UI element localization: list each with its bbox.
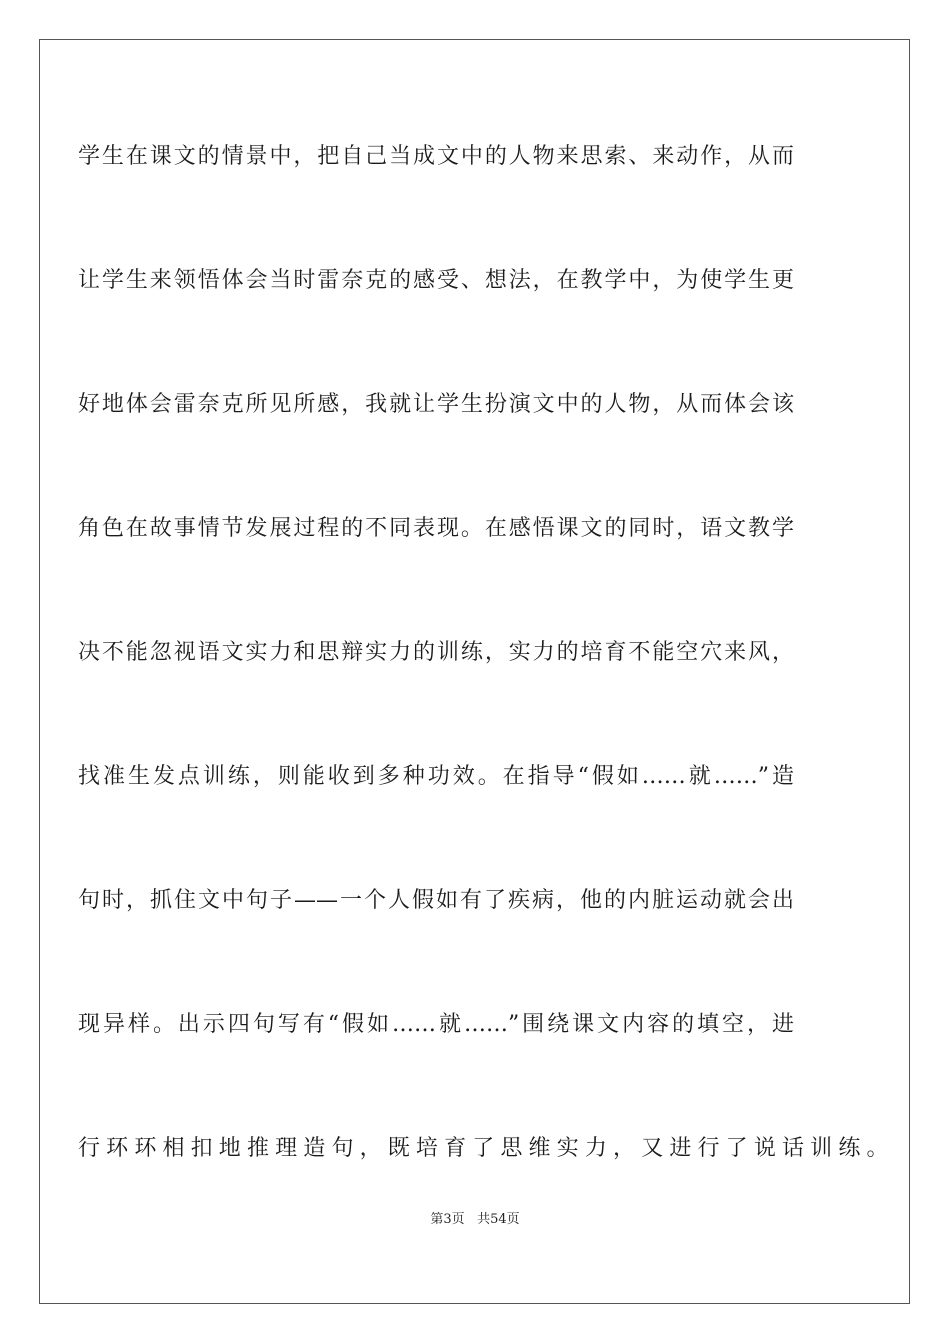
text-line-3: 好地体会雷奈克所见所感，我就让学生扮演文中的人物，从而体会该 (78, 392, 794, 417)
text-line-8: 现异样。出示四句写有“假如……就……”围绕课文内容的填空，进 (78, 1012, 794, 1037)
text-line-1: 学生在课文的情景中，把自己当成文中的人物来思索、来动作，从而 (78, 144, 794, 169)
text-line-9: 行环环相扣地推理造句，既培育了思维实力，又进行了说话训练。 (78, 1136, 895, 1161)
text-line-6: 找准生发点训练，则能收到多种功效。在指导“假如……就……”造 (78, 764, 794, 789)
page-footer (0, 1208, 950, 1227)
text-line-2: 让学生来领悟体会当时雷奈克的感受、想法，在教学中，为使学生更 (78, 268, 794, 293)
text-line-7: 句时，抓住文中句子——一个人假如有了疾病，他的内脏运动就会出 (78, 888, 794, 913)
current-page-number: 第3页 (430, 1212, 465, 1227)
text-line-4: 角色在故事情节发展过程的不同表现。在感悟课文的同时，语文教学 (78, 516, 794, 541)
total-page-count: 共54页 (477, 1212, 520, 1227)
text-line-5: 决不能忽视语文实力和思辩实力的训练，实力的培育不能空穴来风， (78, 640, 794, 665)
document-body (78, 95, 895, 1211)
